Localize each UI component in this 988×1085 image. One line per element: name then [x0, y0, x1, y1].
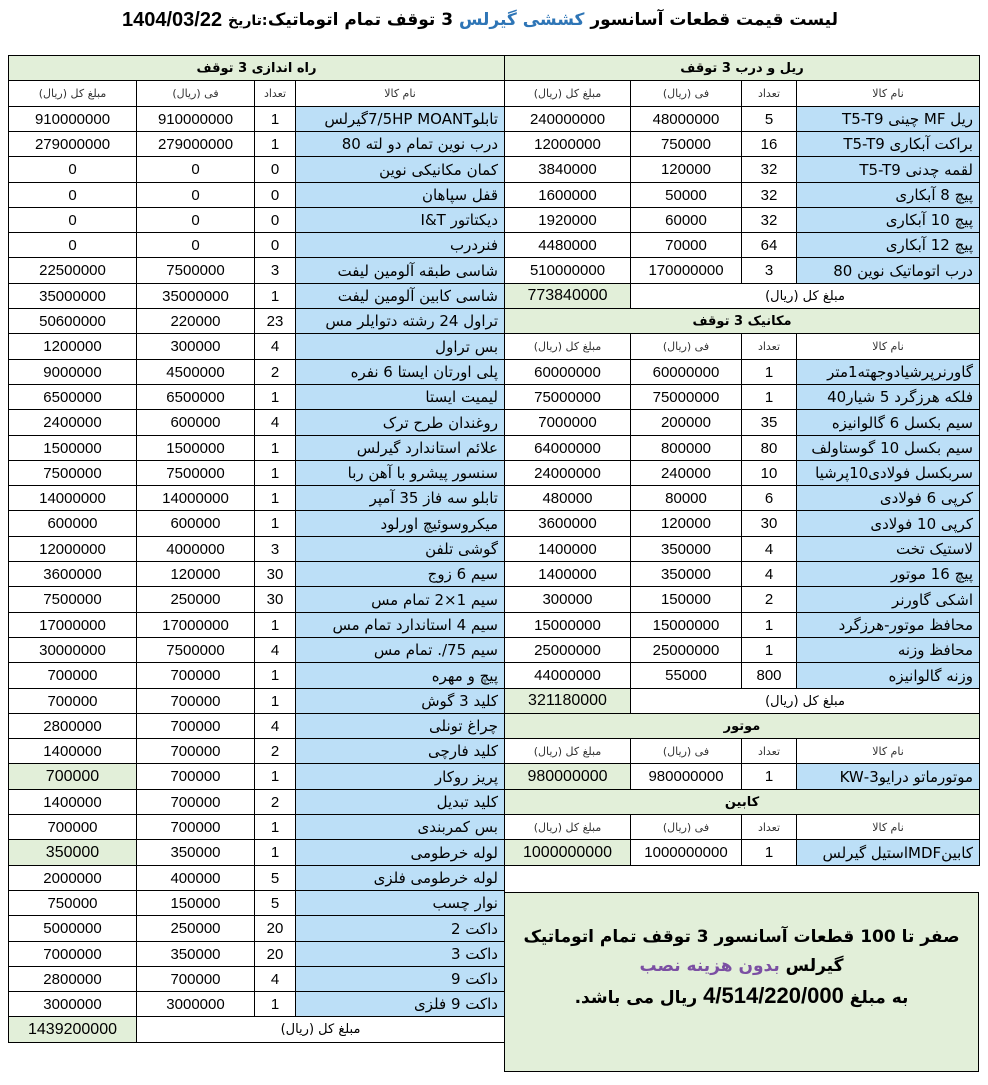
- row-unit-price: 600000: [136, 409, 255, 436]
- row-unit-price: 250000: [136, 586, 255, 613]
- col-header-unit: فی (ریال): [630, 738, 742, 764]
- row-item-name: فنردرب: [295, 232, 505, 258]
- row-total: 1920000: [504, 207, 631, 233]
- row-quantity: 3: [254, 536, 296, 562]
- row-quantity: 1: [254, 485, 296, 511]
- row-unit-price: 700000: [136, 662, 255, 689]
- row-quantity: 1: [254, 435, 296, 461]
- row-quantity: 4: [741, 536, 797, 562]
- col-header-qty: تعداد: [741, 814, 797, 840]
- row-unit-price: 350000: [136, 941, 255, 967]
- row-unit-price: 350000: [136, 839, 255, 866]
- row-item-name: سیم 1×2 تمام مس: [295, 586, 505, 613]
- row-unit-price: 120000: [630, 156, 742, 183]
- row-quantity: 0: [254, 156, 296, 183]
- row-item-name: لیمیت ایستا: [295, 384, 505, 410]
- row-total: 12000000: [8, 536, 137, 562]
- row-item-name: گاورنرپرشیادوجهته1متر: [796, 359, 980, 385]
- row-quantity: 4: [254, 409, 296, 436]
- row-unit-price: 700000: [136, 966, 255, 992]
- row-unit-price: 279000000: [136, 131, 255, 157]
- row-item-name: کلید تبدیل: [295, 789, 505, 815]
- row-unit-price: 50000: [630, 182, 742, 208]
- row-quantity: 1: [741, 763, 797, 790]
- row-item-name: سنسور پیشرو با آهن ربا: [295, 460, 505, 486]
- total-label: مبلغ کل (ریال): [136, 1016, 505, 1043]
- row-item-name: کرپی 6 فولادی: [796, 485, 980, 511]
- row-item-name: بس تراول: [295, 333, 505, 360]
- row-quantity: 64: [741, 232, 797, 258]
- row-total: 5000000: [8, 915, 137, 942]
- row-total: 910000000: [8, 106, 137, 132]
- row-total: 300000: [504, 586, 631, 613]
- row-unit-price: 700000: [136, 738, 255, 764]
- row-total: 0: [8, 207, 137, 233]
- row-unit-price: 60000: [630, 207, 742, 233]
- row-item-name: محافظ وزنه: [796, 637, 980, 663]
- row-total: 3840000: [504, 156, 631, 183]
- row-total: 17000000: [8, 612, 137, 638]
- row-quantity: 1: [254, 283, 296, 309]
- row-unit-price: 150000: [136, 890, 255, 916]
- row-quantity: 80: [741, 435, 797, 461]
- row-unit-price: 350000: [630, 536, 742, 562]
- note-line-3-start: به مبلغ: [849, 988, 909, 1008]
- row-item-name: کلید فارچی: [295, 738, 505, 764]
- row-unit-price: 300000: [136, 333, 255, 360]
- row-quantity: 1: [254, 814, 296, 840]
- row-unit-price: 700000: [136, 789, 255, 815]
- row-unit-price: 980000000: [630, 763, 742, 790]
- row-item-name: چراغ تونلی: [295, 713, 505, 739]
- row-item-name: علائم استاندارد گیرلس: [295, 435, 505, 461]
- row-quantity: 1: [254, 384, 296, 410]
- total-label: مبلغ کل (ریال): [630, 688, 980, 714]
- row-quantity: 4: [254, 333, 296, 360]
- row-quantity: 1: [254, 460, 296, 486]
- row-total: 7500000: [8, 460, 137, 486]
- col-header-qty: تعداد: [741, 80, 797, 107]
- row-total: 2800000: [8, 966, 137, 992]
- row-unit-price: 120000: [136, 561, 255, 587]
- row-quantity: 1: [741, 637, 797, 663]
- row-item-name: پیچ 8 آبکاری: [796, 182, 980, 208]
- row-quantity: 2: [254, 789, 296, 815]
- row-unit-price: 150000: [630, 586, 742, 613]
- row-total: 2400000: [8, 409, 137, 436]
- col-header-total: مبلغ کل (ریال): [504, 333, 631, 360]
- row-quantity: 1: [254, 662, 296, 689]
- section-title-setup: راه اندازی 3 توقف: [8, 55, 505, 81]
- row-unit-price: 800000: [630, 435, 742, 461]
- row-quantity: 16: [741, 131, 797, 157]
- section-title-rail: ریل و درب 3 توقف: [504, 55, 980, 81]
- row-total: 700000: [8, 688, 137, 714]
- row-item-name: تابلو سه فاز 35 آمپر: [295, 485, 505, 511]
- row-total: 2000000: [8, 865, 137, 891]
- title-main: لیست قیمت قطعات آسانسور: [590, 10, 838, 30]
- col-header-qty: تعداد: [741, 738, 797, 764]
- row-item-name: تابلو7/5HP MOANTگیرلس: [295, 106, 505, 132]
- row-item-name: نوار چسب: [295, 890, 505, 916]
- row-item-name: داکت 2: [295, 915, 505, 942]
- row-unit-price: 0: [136, 232, 255, 258]
- row-total: 50600000: [8, 308, 137, 334]
- row-unit-price: 220000: [136, 308, 255, 334]
- row-quantity: 1: [254, 763, 296, 790]
- col-header-name: نام کالا: [295, 80, 505, 107]
- col-header-name: نام کالا: [796, 333, 980, 360]
- row-item-name: بس کمربندی: [295, 814, 505, 840]
- row-unit-price: 7500000: [136, 257, 255, 284]
- note-total-amount: 4/514/220/000: [703, 983, 844, 1008]
- row-total: 0: [8, 232, 137, 258]
- row-total: 2800000: [8, 713, 137, 739]
- row-quantity: 0: [254, 182, 296, 208]
- row-item-name: قفل سپاهان: [295, 182, 505, 208]
- row-quantity: 800: [741, 662, 797, 689]
- row-quantity: 1: [741, 384, 797, 410]
- row-quantity: 32: [741, 207, 797, 233]
- row-quantity: 2: [254, 359, 296, 385]
- row-item-name: وزنه گالوانیزه: [796, 662, 980, 689]
- row-total: 12000000: [504, 131, 631, 157]
- row-item-name: لوله خرطومی: [295, 839, 505, 866]
- total-value: 321180000: [504, 688, 631, 714]
- row-total: 7000000: [504, 409, 631, 436]
- row-quantity: 2: [254, 738, 296, 764]
- row-item-name: اشکی گاورنر: [796, 586, 980, 613]
- row-unit-price: 14000000: [136, 485, 255, 511]
- row-unit-price: 80000: [630, 485, 742, 511]
- row-unit-price: 70000: [630, 232, 742, 258]
- note-line-2-start: گیرلس: [785, 956, 844, 976]
- row-unit-price: 1500000: [136, 435, 255, 461]
- row-quantity: 1: [254, 991, 296, 1017]
- row-item-name: کابینMDFاستیل گیرلس: [796, 839, 980, 866]
- row-item-name: سیم 6 زوج: [295, 561, 505, 587]
- row-quantity: 5: [254, 865, 296, 891]
- page-title: [268, 10, 838, 30]
- row-unit-price: 350000: [630, 561, 742, 587]
- row-unit-price: 3000000: [136, 991, 255, 1017]
- row-total: 510000000: [504, 257, 631, 284]
- title-end: 3 توقف تمام اتوماتیک: [267, 10, 454, 30]
- row-item-name: گوشی تلفن: [295, 536, 505, 562]
- row-item-name: داکت 3: [295, 941, 505, 967]
- row-total: 240000000: [504, 106, 631, 132]
- row-item-name: سیم بکسل 10 گوستاولف: [796, 435, 980, 461]
- row-total: 22500000: [8, 257, 137, 284]
- row-item-name: ریل MF چینی T5-T9: [796, 106, 980, 132]
- row-item-name: داکت 9 فلزی: [295, 991, 505, 1017]
- row-quantity: 30: [254, 561, 296, 587]
- row-total: 700000: [8, 662, 137, 689]
- row-quantity: 3: [741, 257, 797, 284]
- row-quantity: 5: [741, 106, 797, 132]
- row-item-name: کمان مکانیکی نوین: [295, 156, 505, 183]
- col-header-qty: تعداد: [254, 80, 296, 107]
- row-quantity: 20: [254, 915, 296, 942]
- row-quantity: 10: [741, 460, 797, 486]
- row-total: 75000000: [504, 384, 631, 410]
- row-unit-price: 700000: [136, 688, 255, 714]
- col-header-name: نام کالا: [796, 80, 980, 107]
- row-unit-price: 0: [136, 207, 255, 233]
- row-quantity: 1: [741, 612, 797, 638]
- note-line-3-end: ریال می باشد.: [574, 988, 698, 1008]
- row-item-name: کلید 3 گوش: [295, 688, 505, 714]
- row-quantity: 4: [254, 637, 296, 663]
- row-unit-price: 48000000: [630, 106, 742, 132]
- row-unit-price: 170000000: [630, 257, 742, 284]
- row-total: 6500000: [8, 384, 137, 410]
- row-unit-price: 700000: [136, 713, 255, 739]
- row-item-name: کرپی 10 فولادی: [796, 510, 980, 537]
- row-quantity: 20: [254, 941, 296, 967]
- row-total: 350000: [8, 839, 137, 866]
- row-total: 3600000: [504, 510, 631, 537]
- row-total: 60000000: [504, 359, 631, 385]
- row-quantity: 1: [254, 688, 296, 714]
- row-total: 4480000: [504, 232, 631, 258]
- date-label: تاریخ:: [228, 13, 268, 29]
- row-unit-price: 0: [136, 156, 255, 183]
- row-item-name: سیم 4 استاندارد تمام مس: [295, 612, 505, 638]
- row-total: 24000000: [504, 460, 631, 486]
- col-header-name: نام کالا: [796, 814, 980, 840]
- row-item-name: فلکه هرزگرد 5 شیار40: [796, 384, 980, 410]
- header: [0, 0, 988, 50]
- row-total: 1000000000: [504, 839, 631, 866]
- row-unit-price: 4000000: [136, 536, 255, 562]
- row-total: 14000000: [8, 485, 137, 511]
- row-total: 1200000: [8, 333, 137, 360]
- row-unit-price: 15000000: [630, 612, 742, 638]
- row-item-name: براکت آبکاری T5-T9: [796, 131, 980, 157]
- row-unit-price: 75000000: [630, 384, 742, 410]
- row-item-name: دیکتاتور I&T: [295, 207, 505, 233]
- row-unit-price: 7500000: [136, 637, 255, 663]
- col-header-total: مبلغ کل (ریال): [504, 80, 631, 107]
- row-quantity: 1: [254, 131, 296, 157]
- row-item-name: لقمه چدنی T5-T9: [796, 156, 980, 183]
- row-item-name: سربکسل فولادی10پرشیا: [796, 460, 980, 486]
- total-value: 773840000: [504, 283, 631, 309]
- col-header-total: مبلغ کل (ریال): [504, 738, 631, 764]
- row-quantity: 23: [254, 308, 296, 334]
- row-unit-price: 25000000: [630, 637, 742, 663]
- note-line-3: [505, 981, 978, 1013]
- row-unit-price: 7500000: [136, 460, 255, 486]
- row-unit-price: 400000: [136, 865, 255, 891]
- row-unit-price: 6500000: [136, 384, 255, 410]
- row-total: 44000000: [504, 662, 631, 689]
- note-line-1: صفر تا 100 قطعات آسانسور 3 توقف تمام اتوماتیک: [523, 927, 960, 947]
- col-header-name: نام کالا: [796, 738, 980, 764]
- row-total: 700000: [8, 814, 137, 840]
- row-total: 750000: [8, 890, 137, 916]
- col-header-total: مبلغ کل (ریال): [504, 814, 631, 840]
- row-total: 1400000: [8, 738, 137, 764]
- row-quantity: 1: [741, 359, 797, 385]
- row-total: 3600000: [8, 561, 137, 587]
- row-unit-price: 240000: [630, 460, 742, 486]
- col-header-total: مبلغ کل (ریال): [8, 80, 137, 107]
- row-item-name: سیم 75/. تمام مس: [295, 637, 505, 663]
- row-unit-price: 250000: [136, 915, 255, 942]
- row-unit-price: 600000: [136, 510, 255, 537]
- section-title-cabin: کابین: [504, 789, 980, 815]
- row-item-name: پیچ 16 موتور: [796, 561, 980, 587]
- row-total: 30000000: [8, 637, 137, 663]
- section-title-mechanics: مکانیک 3 توقف: [504, 308, 980, 334]
- row-unit-price: 55000: [630, 662, 742, 689]
- row-unit-price: 4500000: [136, 359, 255, 385]
- row-quantity: 1: [254, 839, 296, 866]
- row-quantity: 3: [254, 257, 296, 284]
- note-no-install-cost: بدون هزینه نصب: [639, 956, 780, 976]
- row-unit-price: 700000: [136, 814, 255, 840]
- row-total: 7500000: [8, 586, 137, 613]
- row-total: 0: [8, 182, 137, 208]
- row-total: 480000: [504, 485, 631, 511]
- row-total: 7000000: [8, 941, 137, 967]
- row-quantity: 30: [741, 510, 797, 537]
- row-unit-price: 120000: [630, 510, 742, 537]
- row-unit-price: 1000000000: [630, 839, 742, 866]
- row-unit-price: 910000000: [136, 106, 255, 132]
- row-quantity: 32: [741, 182, 797, 208]
- row-total: 64000000: [504, 435, 631, 461]
- row-item-name: پیچ 10 آبکاری: [796, 207, 980, 233]
- row-total: 0: [8, 156, 137, 183]
- row-unit-price: 750000: [630, 131, 742, 157]
- row-quantity: 32: [741, 156, 797, 183]
- row-unit-price: 35000000: [136, 283, 255, 309]
- row-unit-price: 200000: [630, 409, 742, 436]
- row-total: 15000000: [504, 612, 631, 638]
- row-quantity: 1: [254, 612, 296, 638]
- row-quantity: 1: [254, 106, 296, 132]
- row-item-name: شاسی طبقه آلومین لیفت: [295, 257, 505, 284]
- row-unit-price: 700000: [136, 763, 255, 790]
- row-quantity: 2: [741, 586, 797, 613]
- row-item-name: میکروسوئیچ اورلود: [295, 510, 505, 537]
- row-unit-price: 17000000: [136, 612, 255, 638]
- row-total: 25000000: [504, 637, 631, 663]
- row-item-name: درب نوین تمام دو لته 80: [295, 131, 505, 157]
- date-value: 1404/03/22: [122, 9, 223, 31]
- row-total: 1400000: [504, 561, 631, 587]
- row-item-name: داکت 9: [295, 966, 505, 992]
- col-header-unit: فی (ریال): [630, 814, 742, 840]
- row-total: 35000000: [8, 283, 137, 309]
- col-header-unit: فی (ریال): [630, 333, 742, 360]
- row-quantity: 1: [741, 839, 797, 866]
- row-total: 279000000: [8, 131, 137, 157]
- row-total: 700000: [8, 763, 137, 790]
- row-quantity: 4: [741, 561, 797, 587]
- row-total: 1500000: [8, 435, 137, 461]
- row-unit-price: 0: [136, 182, 255, 208]
- col-header-unit: فی (ریال): [136, 80, 255, 107]
- col-header-unit: فی (ریال): [630, 80, 742, 107]
- row-item-name: محافظ موتور-هرزگرد: [796, 612, 980, 638]
- row-item-name: لاستیک تخت: [796, 536, 980, 562]
- row-quantity: 4: [254, 713, 296, 739]
- total-value: 1439200000: [8, 1016, 137, 1043]
- row-item-name: تراول 24 رشته دتوایلر مس: [295, 308, 505, 334]
- row-item-name: لوله خرطومی فلزی: [295, 865, 505, 891]
- row-quantity: 5: [254, 890, 296, 916]
- row-quantity: 30: [254, 586, 296, 613]
- row-item-name: پلی اورتان ایستا 6 نفره: [295, 359, 505, 385]
- row-item-name: پیچ 12 آبکاری: [796, 232, 980, 258]
- row-quantity: 4: [254, 966, 296, 992]
- row-total: 3000000: [8, 991, 137, 1017]
- row-quantity: 0: [254, 232, 296, 258]
- section-title-motor: موتور: [504, 713, 980, 739]
- row-item-name: پیچ و مهره: [295, 662, 505, 689]
- total-label: مبلغ کل (ریال): [630, 283, 980, 309]
- row-total: 1400000: [8, 789, 137, 815]
- row-quantity: 0: [254, 207, 296, 233]
- title-highlight: کششی گیرلس: [459, 10, 585, 30]
- row-total: 980000000: [504, 763, 631, 790]
- row-item-name: پریز روکار: [295, 763, 505, 790]
- col-header-qty: تعداد: [741, 333, 797, 360]
- row-total: 9000000: [8, 359, 137, 385]
- row-item-name: درب اتوماتیک نوین 80: [796, 257, 980, 284]
- row-quantity: 6: [741, 485, 797, 511]
- row-item-name: موتورماتو درایو3-KW: [796, 763, 980, 790]
- row-total: 600000: [8, 510, 137, 537]
- note-line-2: [505, 952, 978, 981]
- row-item-name: روغندان طرح ترک: [295, 409, 505, 436]
- row-item-name: سیم بکسل 6 گالوانیزه: [796, 409, 980, 436]
- row-quantity: 35: [741, 409, 797, 436]
- row-quantity: 1: [254, 510, 296, 537]
- row-unit-price: 60000000: [630, 359, 742, 385]
- row-total: 1600000: [504, 182, 631, 208]
- row-total: 1400000: [504, 536, 631, 562]
- summary-note: [504, 892, 979, 1072]
- row-item-name: شاسی کابین آلومین لیفت: [295, 283, 505, 309]
